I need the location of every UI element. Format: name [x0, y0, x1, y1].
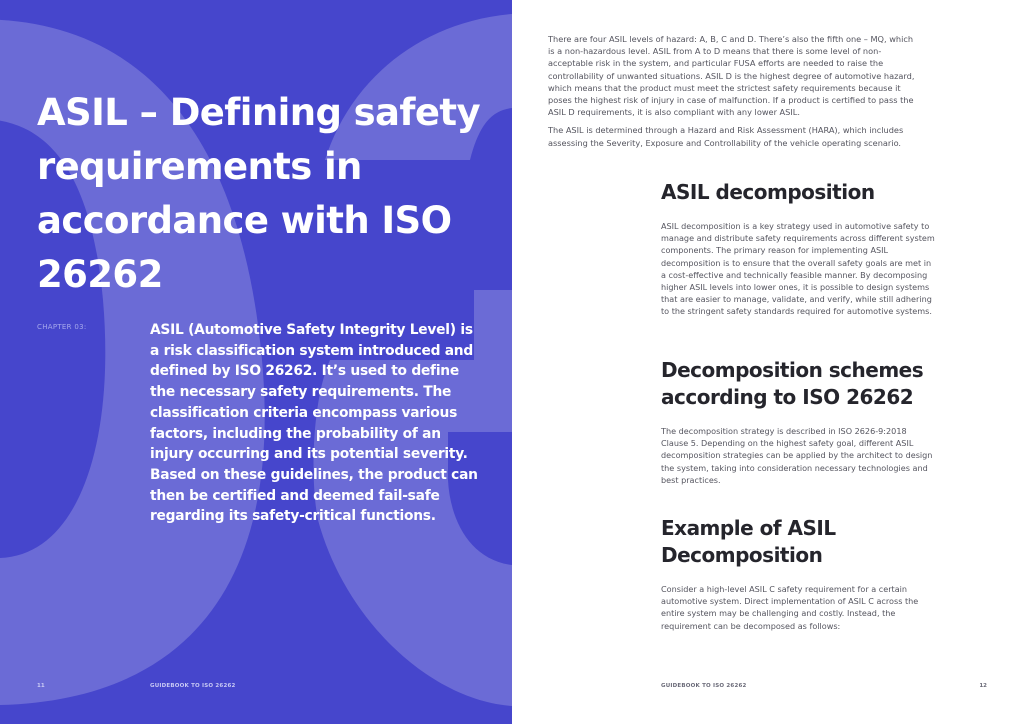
section-example-decomposition [661, 515, 936, 632]
section-body: The decomposition strategy is described in ISO 2626-9:2018 Clause 5. Depending on the highest safety goal, different ASIL decomposition strategies can be applied by the architect to design the system, taking into consideration necessary technologies and best practices. [661, 426, 933, 485]
section-heading: ASIL decomposition [661, 180, 875, 204]
section-decomposition-schemes [661, 357, 936, 486]
page-number-left: 11 [37, 683, 45, 689]
section-body: Consider a high-level ASIL C safety requirement for a certain automotive system. Direct implementation of ASIL C across the entire system may be challenging and costly. Instead, the requirement can be decomposed as follows: [661, 584, 919, 631]
right-page [512, 0, 1024, 724]
page-number-right: 12 [979, 683, 987, 689]
intro-paragraph: The ASIL is determined through a Hazard and Risk Assessment (HARA), which includes assessing the Severity, Exposure and Controllability of the vehicle operating scenario. [548, 125, 904, 148]
section-body: ASIL decomposition is a key strategy used in automotive safety to manage and distribute safety requirements across different system components. The primary reason for implementing ASIL decomposition is to ensure that the overall safety goals are met in a cost-effective and technically feasible manner. By decomposing higher ASIL levels into lower ones, it is possible to design systems that are easier to manage, validate, and verify, while still adhering to the stringent safety standards required for automotive systems. [661, 221, 935, 317]
lead-paragraph: ASIL (Automotive Safety Integrity Level) is a risk classification system introduced and defined by ISO 26262. It’s used to define the necessary safety requirements. The classification criteria encompass various factors, including the probability of an injury occurring and its potential severity. Based on these guidelines, the product can then be certified and deemed fail-safe regarding its safety-critical functions. [150, 322, 478, 525]
intro-text [548, 33, 920, 155]
section-heading: Example of ASIL Decomposition [661, 516, 836, 567]
chapter-title: ASIL – Defining safety requirements in accordance with ISO 26262 [37, 91, 480, 296]
intro-paragraph: There are four ASIL levels of hazard: A, B, C and D. There’s also the fifth one – MQ, which is a non-hazardous level. ASIL from A to D means that there is some level of non-acceptable risk in the system, and particular FUSA efforts are needed to raise the controllability of unwanted situations. ASIL D is the highest degree of automotive hazard, which means that the product must meet the strictest safety requirements because it poses the highest risk of injury in case of malfunction. If a product is certified to pass the ASIL D requirements, it is also compliant with any lower ASIL. [548, 34, 915, 118]
section-asil-decomposition [661, 179, 936, 318]
chapter-label: CHAPTER 03: [37, 323, 87, 331]
running-title-right: GUIDEBOOK TO ISO 26262 [661, 683, 747, 689]
running-title-left: GUIDEBOOK TO ISO 26262 [150, 683, 236, 689]
section-heading: Decomposition schemes according to ISO 26262 [661, 358, 924, 409]
